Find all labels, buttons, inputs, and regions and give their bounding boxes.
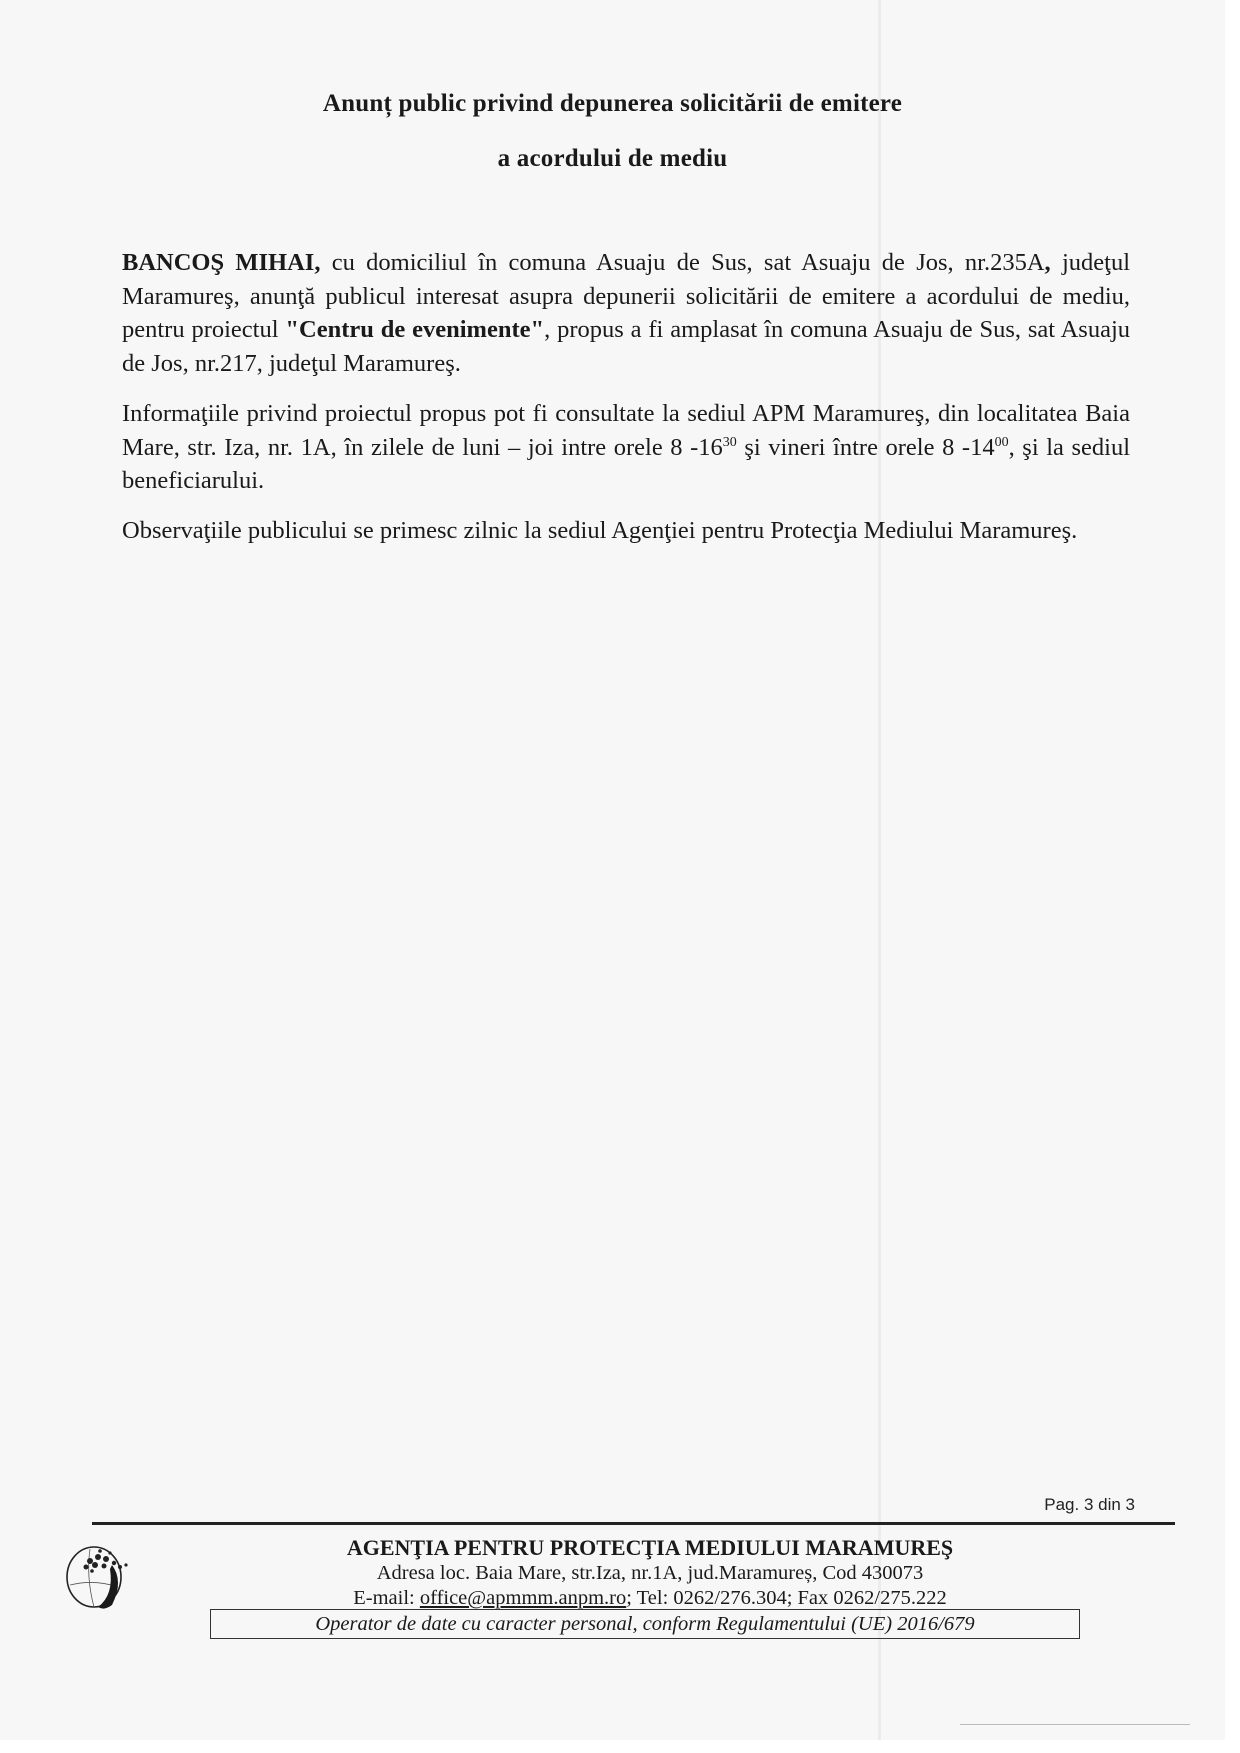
page-number: Pag. 3 din 3 [1044, 1495, 1135, 1514]
paragraph-text: Informaţiile privind proiectul propus pot fi consultate la sediul APM Maramureş, din localitatea Baia Mare, str. Iza, nr. 1A, în zilele de luni – joi intre orele 8 -16 [122, 400, 1130, 461]
title-line-2: a acordului de mediu [497, 145, 728, 172]
project-name: "Centru de evenimente" [285, 316, 545, 343]
apm-logo-icon [60, 1535, 150, 1615]
paragraph-text: , şi la sediul beneficiarului. [122, 433, 1131, 494]
superscript: 00 [994, 434, 1009, 450]
email-label: E-mail: [353, 1587, 420, 1609]
agency-title: AGENŢIA PENTRU PROTECŢIA MEDIULUI MARAMUREŞ [346, 1535, 954, 1560]
agency-contact [200, 1587, 1100, 1610]
paragraph-text: şi vineri între orele 8 -14 [736, 433, 995, 461]
superscript: 30 [722, 434, 737, 450]
gdpr-notice-box: Operator de date cu caracter personal, conform Regulamentului (UE) 2016/679 [210, 1609, 1080, 1639]
footer-divider [92, 1522, 1175, 1525]
agency-address: Adresa loc. Baia Mare, str.Iza, nr.1A, jud.Maramureș, Cod 430073 [376, 1562, 924, 1584]
paragraph-observations: Observaţiile publicului se primesc zilnic la sediul Agenţiei pentru Protecţia Mediului Maramureş. [122, 517, 1078, 544]
comma: , [1044, 249, 1051, 276]
scan-artifact-line [960, 1724, 1190, 1725]
paragraph-text: judeţul Maramureş, anunţă publicul interesat asupra depunerii solicitării de emitere a acordului de mediu, pentru proiectul [122, 249, 1131, 343]
email-link[interactable]: office@apmmm.anpm.ro [419, 1587, 627, 1609]
applicant-name: BANCOŞ MIHAI, [122, 249, 321, 276]
paragraph-text: cu domiciliul în comuna Asuaju de Sus, sat Asuaju de Jos, nr.235A [320, 249, 1045, 276]
paragraph-text: , propus a fi amplasat în comuna Asuaju de Sus, sat Asuaju de Jos, nr.217, judeţul Maramureş. [122, 316, 1130, 377]
paragraph-information [122, 397, 1130, 498]
phone-fax: ; Tel: 0262/276.304; Fax 0262/275.222 [626, 1587, 947, 1609]
paragraph-applicant [122, 246, 1130, 380]
title-line-1: Anunț public privind depunerea solicitării de emitere [322, 90, 903, 117]
